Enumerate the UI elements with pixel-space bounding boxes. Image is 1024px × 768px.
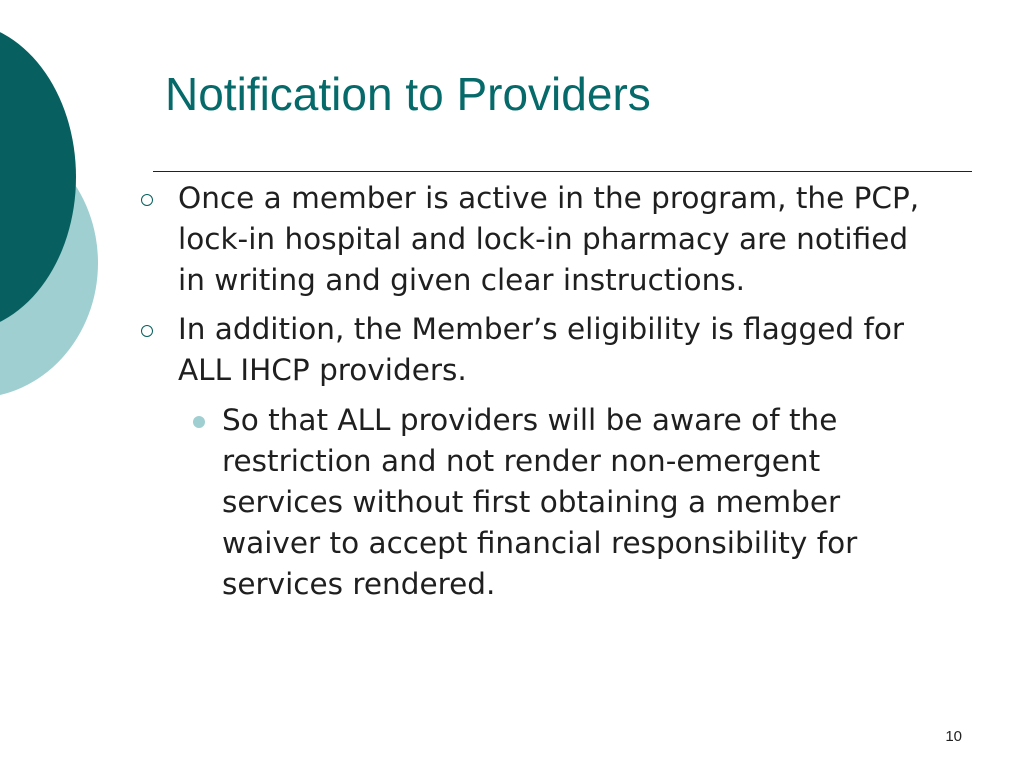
bullet-text: Once a member is active in the program, the PCP, lock-in hospital and lock-in pharmacy are notified in writing and given clear instructions.	[178, 181, 920, 297]
title-divider	[153, 171, 972, 172]
hollow-circle-bullet-icon	[141, 325, 153, 337]
sub-bullet-item-1	[178, 400, 902, 605]
bullet-text: In addition, the Member’s eligibility is flagged for ALL IHCP providers.	[178, 312, 905, 387]
page-number: 10	[945, 728, 962, 745]
bullet-item-1	[140, 178, 940, 301]
slide-title: Notification to Providers	[165, 68, 651, 120]
bullet-item-2	[140, 309, 940, 605]
sub-bullet-list	[178, 400, 940, 605]
filled-dot-bullet-icon	[193, 416, 205, 428]
hollow-circle-bullet-icon	[141, 194, 153, 206]
bullet-list	[140, 178, 940, 605]
sub-bullet-text: So that ALL providers will be aware of the restriction and not render non-emergent services without first obtaining a member waiver to accept financial responsibility for services rendered.	[222, 403, 858, 601]
